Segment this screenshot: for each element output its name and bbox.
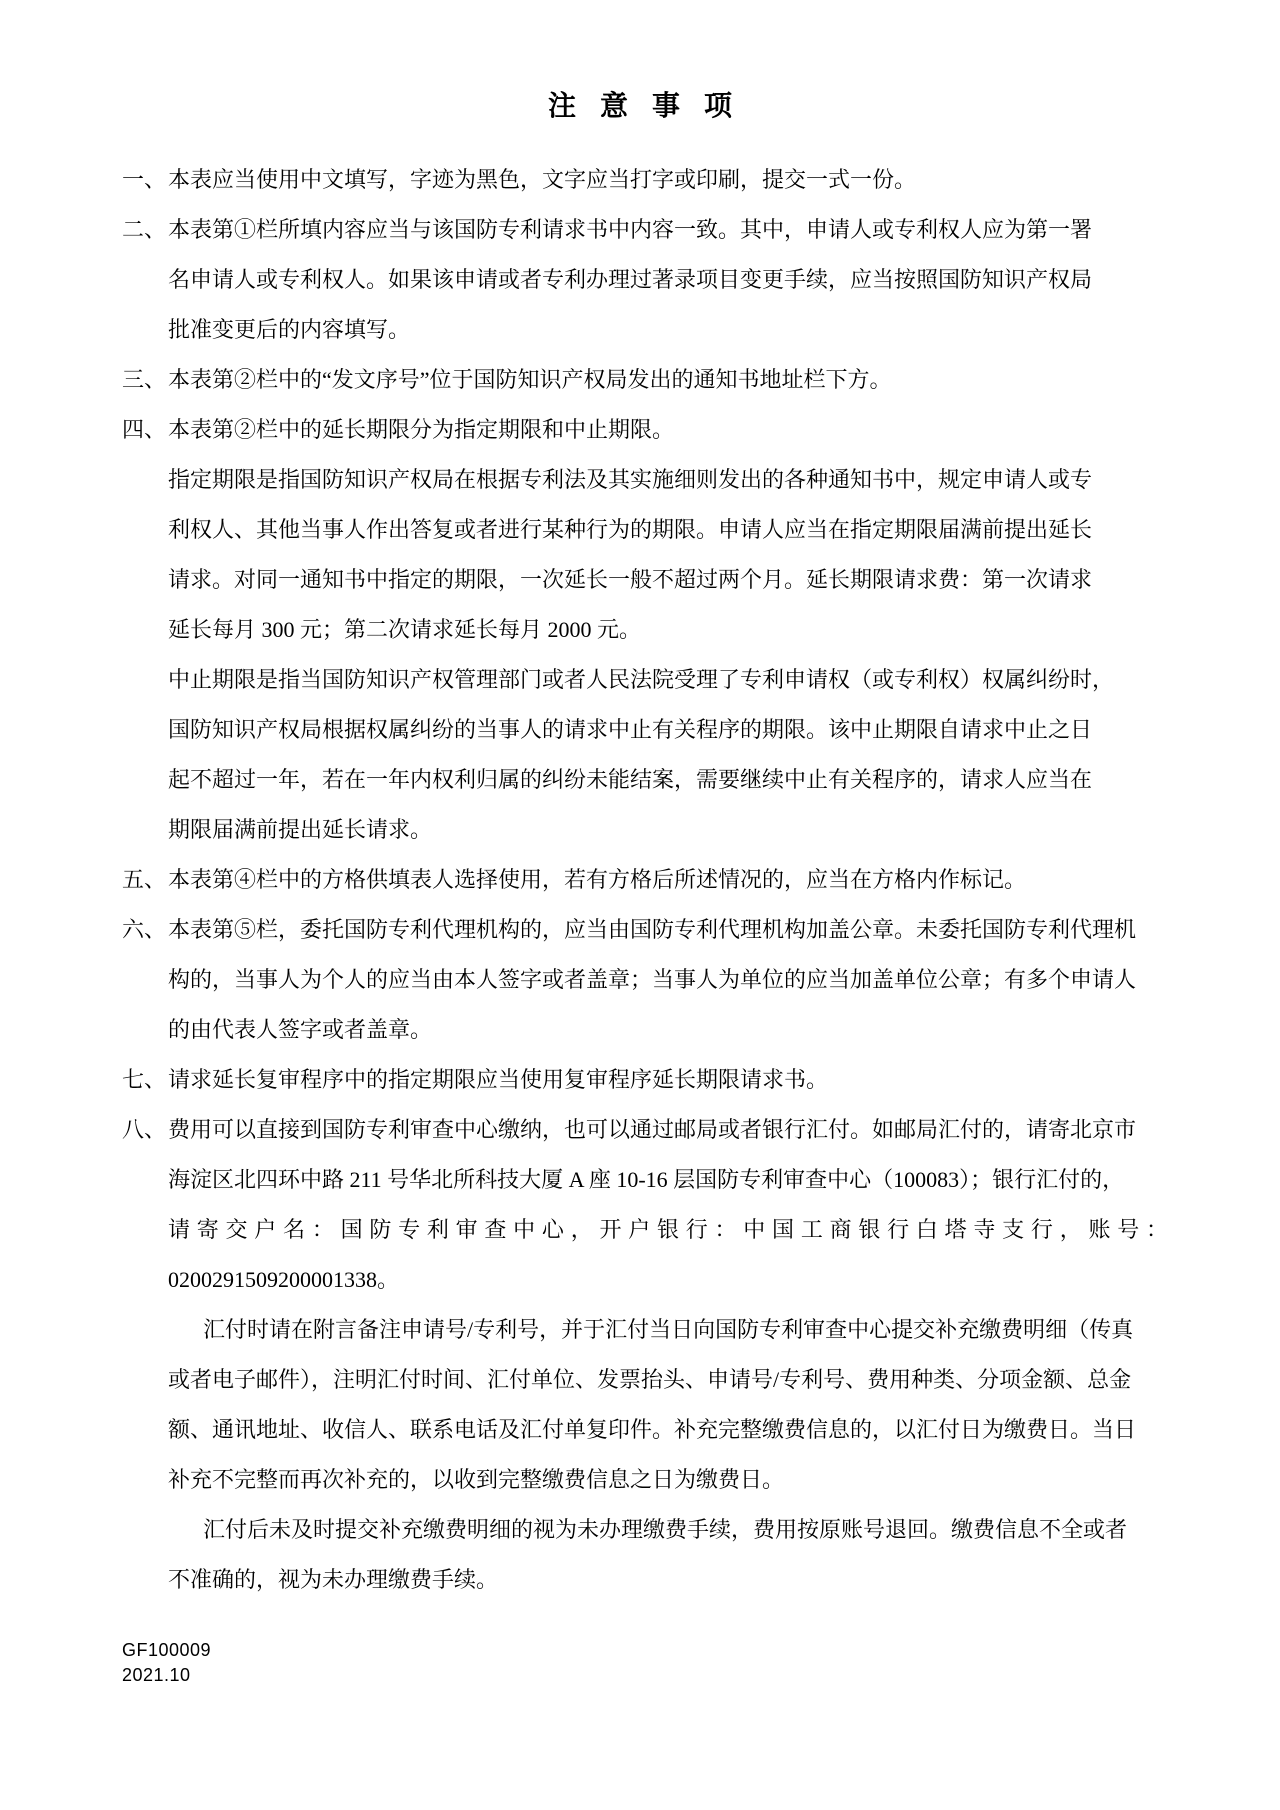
item-number: 八、 [122, 1117, 167, 1142]
note-line: 海淀区北四环中路 211 号华北所科技大厦 A 座 10-16 层国防专利审查中心（100083）；银行汇付的， [168, 1167, 1125, 1192]
note-line: 0200291509200001338。 [168, 1267, 400, 1292]
note-line: 构的，当事人为个人的应当由本人签字或者盖章；当事人为单位的应当加盖单位公章；有多个申请人 [168, 967, 1137, 992]
note-line: 延长每月 300 元；第二次请求延长每月 2000 元。 [168, 617, 642, 642]
item-number: 五、 [122, 867, 167, 892]
note-line: 利权人、其他当事人作出答复或者进行某种行为的期限。申请人应当在指定期限届满前提出延长 [168, 517, 1093, 542]
notes-list [122, 155, 1168, 1605]
note-line: 五、 本表第④栏中的方格供填表人选择使用，若有方格后所述情况的，应当在方格内作标记。 [122, 855, 1168, 905]
note-line: 请求。对同一通知书中指定的期限，一次延长一般不超过两个月。延长期限请求费：第一次请求 [168, 567, 1093, 592]
note-line: 七、 请求延长复审程序中的指定期限应当使用复审程序延长期限请求书。 [122, 1055, 1168, 1105]
page-footer [122, 1638, 211, 1688]
note-line: 三、 本表第②栏中的“发文序号”位于国防知识产权局发出的通知书地址栏下方。 [122, 355, 1168, 405]
note-line: 补充不完整而再次补充的，以收到完整缴费信息之日为缴费日。 [168, 1467, 785, 1492]
form-code: GF100009 [122, 1640, 212, 1660]
note-line: 中止期限是指当国防知识产权管理部门或者人民法院受理了专利申请权（或专利权）权属纠纷时， [168, 667, 1115, 692]
note-line: 不准确的，视为未办理缴费手续。 [168, 1567, 499, 1592]
page-title: 注意事项 [547, 90, 756, 121]
item-number: 六、 [122, 917, 167, 942]
note-line: 或者电子邮件），注明汇付时间、汇付单位、发票抬头、申请号/专利号、费用种类、分项金额、总金 [168, 1367, 1132, 1392]
note-line: 汇付时请在附言备注申请号/专利号，并于汇付当日向国防专利审查中心提交补充缴费明细（传真 [203, 1317, 1134, 1342]
item-number: 三、 [122, 367, 167, 392]
note-line: 四、 本表第②栏中的延长期限分为指定期限和中止期限。 [122, 405, 1168, 455]
note-line: 批准变更后的内容填写。 [168, 317, 411, 342]
item-number: 二、 [122, 217, 167, 242]
note-line: 额、通讯地址、收信人、联系电话及汇付单复印件。补充完整缴费信息的，以汇付日为缴费日。当日 [168, 1417, 1137, 1442]
item-number: 七、 [122, 1067, 167, 1092]
note-line: 指定期限是指国防知识产权局在根据专利法及其实施细则发出的各种通知书中，规定申请人或专 [168, 467, 1093, 492]
note-line: 六、 本表第⑤栏，委托国防专利代理机构的，应当由国防专利代理机构加盖公章。未委托国防专利代理机 [122, 905, 1168, 955]
note-line: 请寄交户名：国防专利审查中心，开户银行：中国工商银行白塔寺支行，账号： [168, 1217, 1168, 1242]
note-line: 二、 本表第①栏所填内容应当与该国防专利请求书中内容一致。其中，申请人或专利权人应为第一署 [122, 205, 1168, 255]
version-date: 2021.10 [122, 1665, 191, 1685]
item-number: 一、 [122, 167, 167, 192]
note-line: 的由代表人签字或者盖章。 [168, 1017, 433, 1042]
note-line: 一、 本表应当使用中文填写，字迹为黑色，文字应当打字或印刷，提交一式一份。 [122, 155, 1168, 205]
note-line: 名申请人或专利权人。如果该申请或者专利办理过著录项目变更手续，应当按照国防知识产权局 [168, 267, 1093, 292]
note-line: 期限届满前提出延长请求。 [168, 817, 433, 842]
note-line: 起不超过一年，若在一年内权利归属的纠纷未能结案，需要继续中止有关程序的，请求人应当在 [168, 767, 1093, 792]
note-line: 八、 费用可以直接到国防专利审查中心缴纳，也可以通过邮局或者银行汇付。如邮局汇付的，请寄北京市 [122, 1105, 1168, 1155]
note-line: 国防知识产权局根据权属纠纷的当事人的请求中止有关程序的期限。该中止期限自请求中止之日 [168, 717, 1093, 742]
item-number: 四、 [122, 417, 167, 442]
note-line: 汇付后未及时提交补充缴费明细的视为未办理缴费手续，费用按原账号退回。缴费信息不全或者 [203, 1517, 1128, 1542]
